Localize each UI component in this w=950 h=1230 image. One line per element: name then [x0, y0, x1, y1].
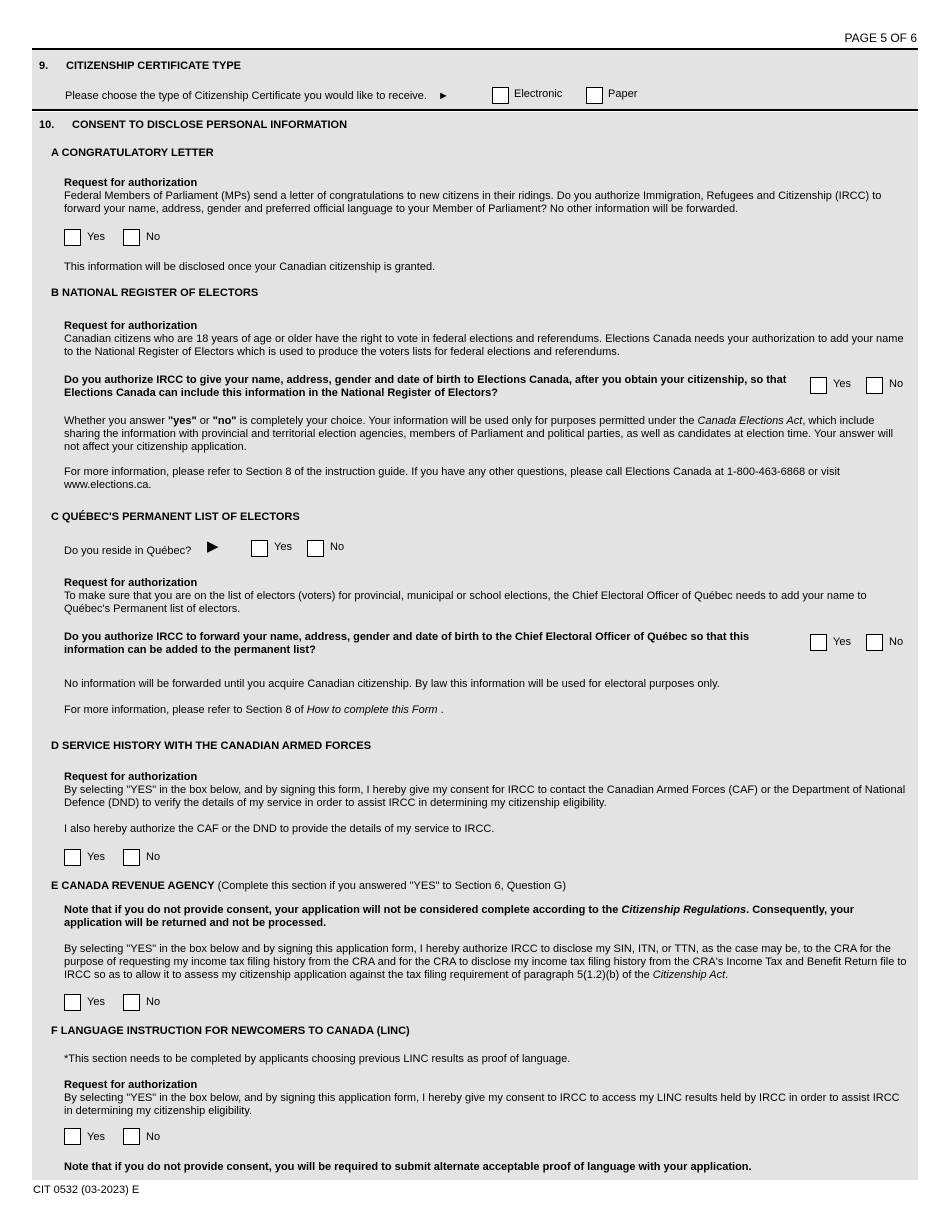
section-9-number: 9.	[39, 60, 49, 72]
section-a-no-checkbox[interactable]	[123, 229, 140, 246]
form-code-footer: CIT 0532 (03-2023) E	[33, 1184, 140, 1196]
section-e-no-label: No	[146, 996, 161, 1008]
section-b-no-label: No	[889, 378, 904, 390]
section-c-body: To make sure that you are on the list of electors (voters) for provincial, municipal or school elections, the Chief Electoral Officer of Québec needs to add your name to Québec's Permanent list of electors.	[64, 590, 867, 615]
electronic-label: Electronic	[514, 88, 563, 100]
section-d-yes-label: Yes	[87, 851, 105, 863]
reside-quebec-yes-checkbox[interactable]	[251, 540, 268, 557]
right-arrow-icon: ►	[438, 90, 449, 102]
section-d-no-checkbox[interactable]	[123, 849, 140, 866]
section-f-request-title: Request for authorization	[64, 1079, 198, 1091]
electronic-checkbox[interactable]	[492, 87, 509, 104]
section-a-no-label: No	[146, 231, 161, 243]
section-e-yes-checkbox[interactable]	[64, 994, 81, 1011]
section-c-more-info: For more information, please refer to Section 8 of How to complete this Form .	[64, 704, 444, 716]
section-b-more-info: For more information, please refer to Section 8 of the instruction guide. If you have any other questions, please call Elections Canada at 1-800-463-6868 or visit www.elections.ca.	[64, 466, 840, 491]
section-9-title: CITIZENSHIP CERTIFICATE TYPE	[66, 60, 241, 72]
section-c-question: Do you authorize IRCC to forward your name, address, gender and date of birth to the Chief Electoral Officer of Québec so that this information can be added to the permanent list?	[64, 631, 750, 656]
section-f-no-checkbox[interactable]	[123, 1128, 140, 1145]
section-e-body: By selecting "YES" in the box below and by signing this application form, I hereby authorize IRCC to disclose my SIN, ITN, or TTN, as the case may be, to the CRA for the purpose of requesting my income tax filing history from the CRA and for the CRA to disclose my income tax filing history from the CRA's Income Tax and Benefit Return file to IRCC so as to allow it to assess my citizenship application against the tax filing requirement of paragraph 5(1.2)(b) of the Citizenship Act.	[64, 943, 907, 981]
section-a-note: This information will be disclosed once your Canadian citizenship is granted.	[64, 261, 436, 273]
section-c-no-checkbox[interactable]	[866, 634, 883, 651]
section-b-request-title: Request for authorization	[64, 320, 198, 332]
section-b-yes-checkbox[interactable]	[810, 377, 827, 394]
section-c-heading: C QUÉBEC'S PERMANENT LIST OF ELECTORS	[51, 511, 300, 523]
section-a-yes-label: Yes	[87, 231, 105, 243]
section-d-yes-checkbox[interactable]	[64, 849, 81, 866]
section-b-question: Do you authorize IRCC to give your name, address, gender and date of birth to Elections Canada, after you obtain your citizenship, so that Elections Canada can include this information in the National Register of Electors?	[64, 374, 787, 399]
section-e-yes-label: Yes	[87, 996, 105, 1008]
reside-quebec-no-label: No	[330, 541, 345, 553]
certificate-type-prompt: Please choose the type of Citizenship Certificate you would like to receive.	[65, 90, 427, 102]
paper-checkbox[interactable]	[586, 87, 603, 104]
section-e-no-checkbox[interactable]	[123, 994, 140, 1011]
section-f-warning: Note that if you do not provide consent, you will be required to submit alternate acceptable proof of language with your application.	[64, 1161, 752, 1173]
section-f-body: By selecting "YES" in the box below, and by signing this application form, I hereby give my consent to IRCC to access my LINC results held by IRCC in order to assist IRCC in determining my citizenship eligibility.	[64, 1092, 900, 1117]
section-f-note: *This section needs to be completed by applicants choosing previous LINC results as proof of language.	[64, 1053, 571, 1065]
section-d-no-label: No	[146, 851, 161, 863]
section-a-body: Federal Members of Parliament (MPs) send a letter of congratulations to new citizens in their ridings. Do you authorize Immigration, Refugees and Citizenship (IRCC) to forward your name, address, gender and preferred official language to your Member of Parliament? No other information will be forwarded.	[64, 190, 882, 215]
section-10-title: CONSENT TO DISCLOSE PERSONAL INFORMATION	[72, 119, 348, 131]
section-e-heading: E CANADA REVENUE AGENCY (Complete this section if you answered "YES" to Section 6, Question G)	[51, 880, 567, 892]
section-d-request-title: Request for authorization	[64, 771, 198, 783]
section-b-choice-text: Whether you answer "yes" or "no" is completely your choice. Your information will be used only for purposes permitted under the Canada Elections Act, which include sharing the information with provincial and territorial election agencies, members of Parliament and political parties, as well as candidates at election time. Your answer will not affect your citizenship application.	[64, 415, 894, 453]
section-d-body: By selecting "YES" in the box below, and by signing this form, I hereby give my consent for IRCC to contact the Canadian Armed Forces (CAF) or the Department of National Defence (DND) to verify the details of my service in order to assist IRCC in determining my citizenship eligibility.	[64, 784, 906, 809]
top-rule	[32, 48, 918, 50]
section-b-heading: B NATIONAL REGISTER OF ELECTORS	[51, 287, 259, 299]
section-f-no-label: No	[146, 1131, 161, 1143]
section-f-yes-label: Yes	[87, 1131, 105, 1143]
section-c-no-label: No	[889, 636, 904, 648]
section-d-note: I also hereby authorize the CAF or the DND to provide the details of my service to IRCC.	[64, 823, 495, 835]
section-b-yes-label: Yes	[833, 378, 851, 390]
section-c-note: No information will be forwarded until you acquire Canadian citizenship. By law this information will be used for electoral purposes only.	[64, 678, 720, 690]
reside-quebec-yes-label: Yes	[274, 541, 292, 553]
section-a-heading: A CONGRATULATORY LETTER	[51, 147, 214, 159]
section-divider-rule	[32, 109, 918, 111]
right-triangle-icon: ▶	[207, 538, 219, 555]
section-c-yes-label: Yes	[833, 636, 851, 648]
section-c-request-title: Request for authorization	[64, 577, 198, 589]
section-e-warning: Note that if you do not provide consent, your application will not be considered complete according to the Citizenship Regulations. Consequently, your application will be returned and not be processed.	[64, 904, 855, 929]
reside-quebec-no-checkbox[interactable]	[307, 540, 324, 557]
section-a-yes-checkbox[interactable]	[64, 229, 81, 246]
section-b-no-checkbox[interactable]	[866, 377, 883, 394]
section-c-yes-checkbox[interactable]	[810, 634, 827, 651]
paper-label: Paper	[608, 88, 638, 100]
section-a-request-title: Request for authorization	[64, 177, 198, 189]
section-d-heading: D SERVICE HISTORY WITH THE CANADIAN ARMED FORCES	[51, 740, 372, 752]
section-10-number: 10.	[39, 119, 55, 131]
section-f-heading: F LANGUAGE INSTRUCTION FOR NEWCOMERS TO CANADA (LINC)	[51, 1025, 410, 1037]
section-f-yes-checkbox[interactable]	[64, 1128, 81, 1145]
page-number: PAGE 5 OF 6	[844, 31, 917, 45]
section-b-body: Canadian citizens who are 18 years of age or older have the right to vote in federal elections and referendums. Elections Canada needs your authorization to add your name to the National Register of Electors which is used to produce the voters lists for federal elections and referendums.	[64, 333, 904, 358]
reside-quebec-question: Do you reside in Québec?	[64, 545, 192, 557]
